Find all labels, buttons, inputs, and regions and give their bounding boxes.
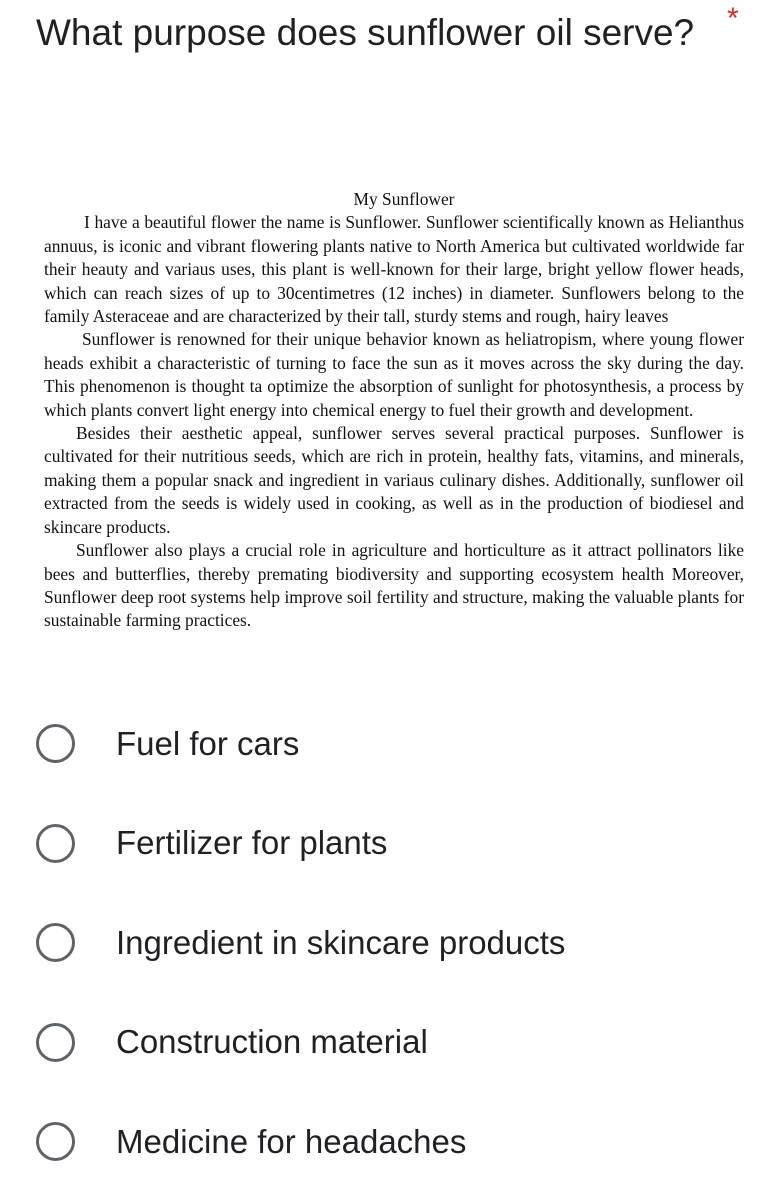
option-label: Medicine for headaches — [116, 1122, 467, 1160]
option-ingredient-in-skincare-products[interactable] — [36, 893, 756, 993]
option-label: Fertilizer for plants — [116, 824, 388, 862]
answer-options — [36, 694, 756, 1192]
radio-button[interactable] — [36, 1122, 75, 1161]
radio-button[interactable] — [36, 1023, 75, 1062]
radio-button[interactable] — [36, 923, 75, 962]
question-title: What purpose does sunflower oil serve? — [36, 12, 695, 53]
passage-paragraph-3: Besides their aesthetic appeal, sunflower serves several practical purposes. Sunflower is cultivated for their nutritious seeds, which are rich in protein, healthy fats, vitamins, and minerals, making them a popular snack and ingredient in variaus culinary dishes. Additionally, sunflower oil extracted from the seeds is widely used in cooking, as well as in the production of biodiesel and skincare products. — [44, 423, 744, 537]
option-label: Ingredient in skincare products — [116, 923, 566, 961]
radio-button[interactable] — [36, 724, 75, 763]
passage-paragraph-2: Sunflower is renowned for their unique behavior known as heliatropism, where young flower heads exhibit a characteristic of turning to face the sun as it moves across the sky during the day. This phenomenon is thought ta optimize the absorption of sunlight for photosynthesis, a process by which plants convert light energy into chemical energy to fuel their growth and development. — [44, 329, 744, 420]
option-medicine-for-headaches[interactable] — [36, 1092, 756, 1192]
option-label: Construction material — [116, 1023, 428, 1061]
option-label: Fuel for cars — [116, 724, 300, 762]
passage-image — [44, 188, 744, 633]
option-fuel-for-cars[interactable] — [36, 694, 756, 794]
option-fertilizer-for-plants[interactable] — [36, 794, 756, 894]
question-header — [36, 2, 696, 63]
passage-paragraph-4: Sunflower also plays a crucial role in agriculture and horticulture as it attract pollinators like bees and butterflies, thereby premating biodiversity and supporting ecosystem health Moreover, Sunflower deep root systems help improve soil fertility and structure, making the valuable plants for sustainable farming practices. — [44, 540, 744, 631]
radio-button[interactable] — [36, 824, 75, 863]
passage-title: My Sunflower — [353, 189, 455, 209]
required-asterisk: * — [727, 2, 739, 35]
passage-paragraph-1: I have a beautiful flower the name is Sunflower. Sunflower scientifically known as Helianthus annuus, is iconic and vibrant flowering plants native to North America but cultivated worldwide far their heauty and variaus uses, this plant is well-known for their large, bright yellow flower heads, which can reach sizes of up to 30centimetres (12 inches) in diameter. Sunflowers belong to the family Asteraceae and are characterized by their tall, sturdy stems and rough, hairy leaves — [44, 212, 744, 327]
option-construction-material[interactable] — [36, 993, 756, 1093]
